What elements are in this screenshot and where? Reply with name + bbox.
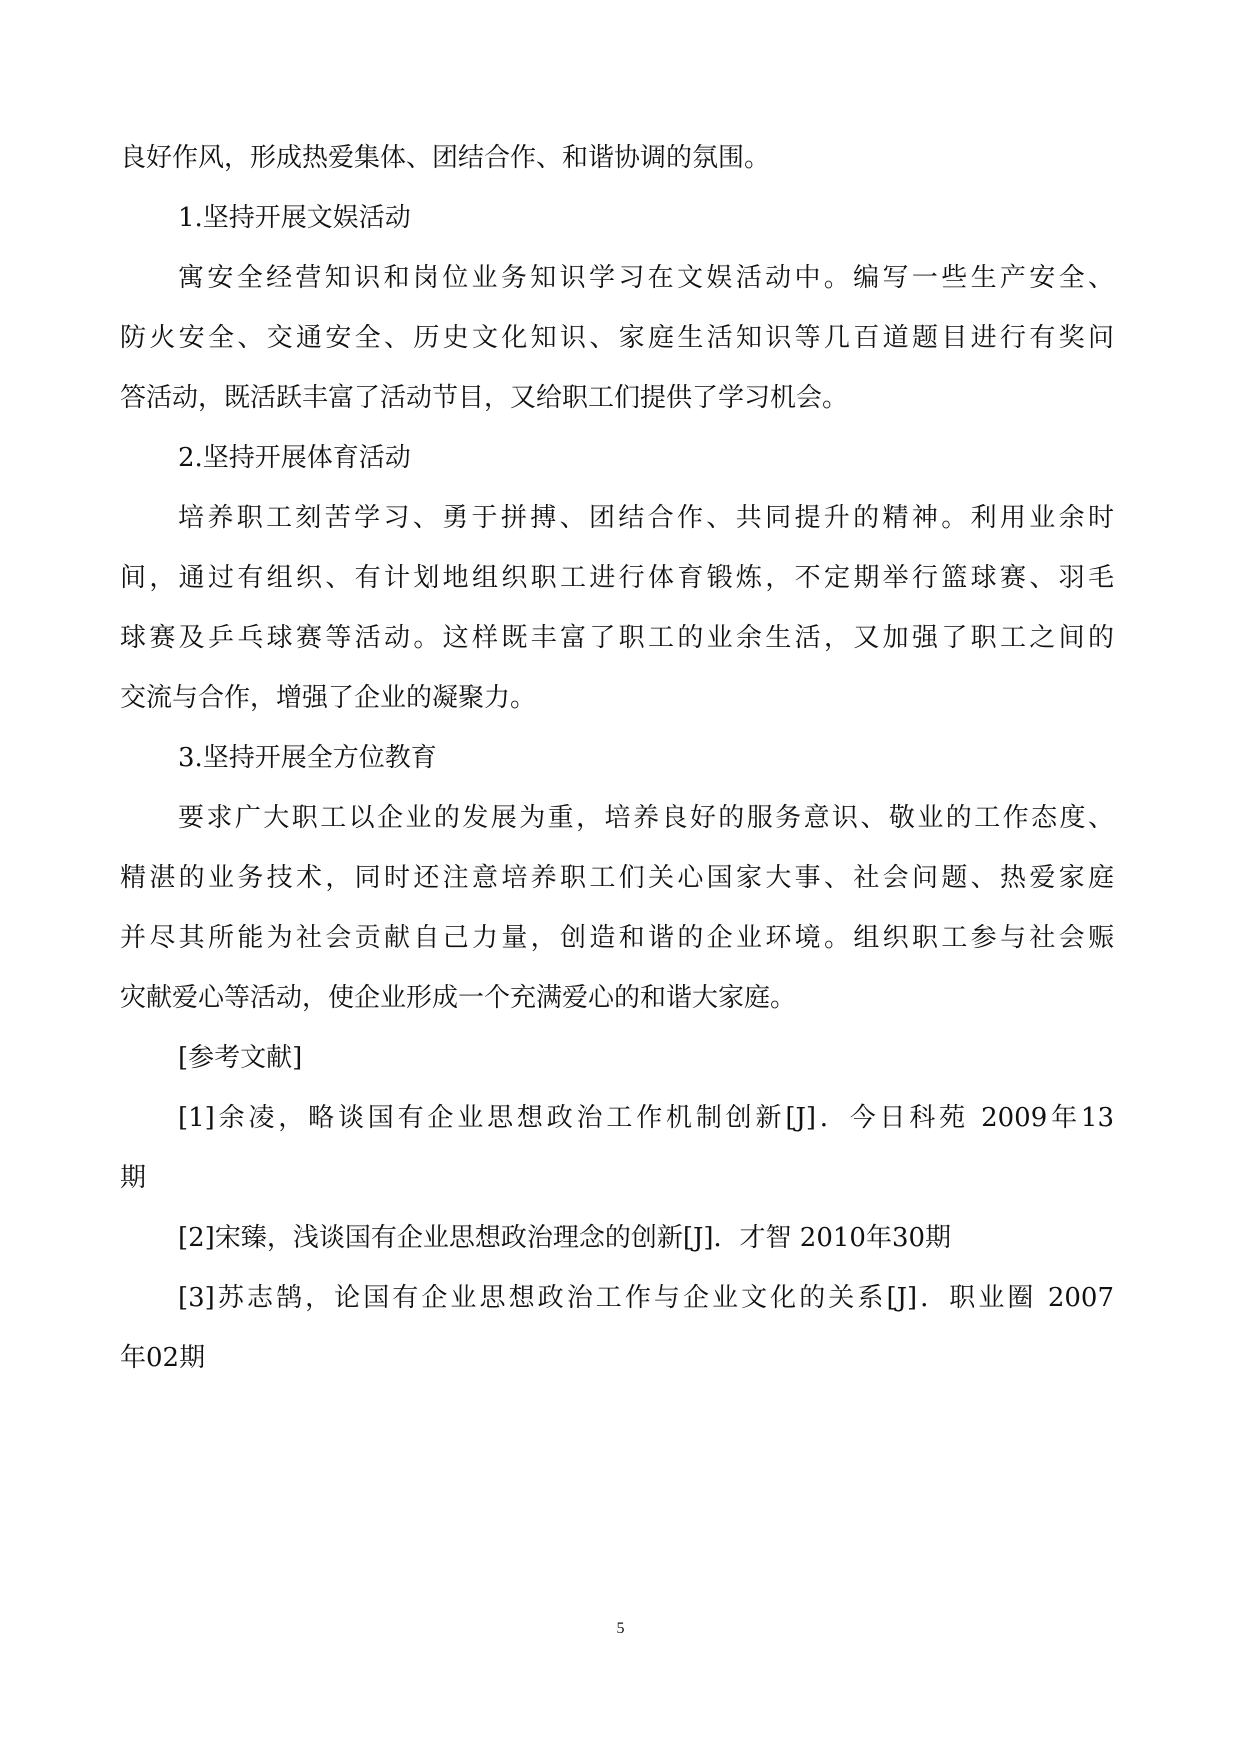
page-number: 5: [616, 1620, 625, 1637]
reference-3-line: [3]苏志鹄，论国有企业思想政治工作与企业文化的关系[J]．职业圈 2007: [178, 1283, 1114, 1313]
reference-3-line: 年02期: [120, 1343, 206, 1373]
paragraph-continuation: 良好作风，形成热爱集体、团结合作、和谐协调的氛围。: [120, 143, 771, 173]
paragraph-3-line: 要求广大职工以企业的发展为重，培养良好的服务意识、敬业的工作态度、: [178, 803, 1114, 833]
body-text: [120, 128, 1114, 1388]
section-heading-3: 3.坚持开展全方位教育: [178, 743, 437, 773]
paragraph-2-line: 球赛及乒乓球赛等活动。这样既丰富了职工的业余生活，又加强了职工之间的: [120, 623, 1114, 653]
paragraph-1-line: 寓安全经营知识和岗位业务知识学习在文娱活动中。编写一些生产安全、: [178, 263, 1114, 293]
paragraph-1-line: 答活动，既活跃丰富了活动节目，又给职工们提供了学习机会。: [120, 383, 849, 413]
paragraph-2-line: 培养职工刻苦学习、勇于拼搏、团结合作、共同提升的精神。利用业余时: [178, 503, 1114, 533]
paragraph-3-line: 并尽其所能为社会贡献自己力量，创造和谐的企业环境。组织职工参与社会赈: [120, 923, 1114, 953]
section-heading-1: 1.坚持开展文娱活动: [178, 203, 411, 233]
paragraph-1-line: 防火安全、交通安全、历史文化知识、家庭生活知识等几百道题目进行有奖问: [120, 323, 1114, 353]
reference-1-line: [1]余凌，略谈国有企业思想政治工作机制创新[J]．今日科苑 2009年13: [178, 1103, 1114, 1133]
paragraph-2-line: 间，通过有组织、有计划地组织职工进行体育锻炼，不定期举行篮球赛、羽毛: [120, 563, 1114, 593]
reference-2: [2]宋臻，浅谈国有企业思想政治理念的创新[J]．才智 2010年30期: [178, 1223, 952, 1253]
section-heading-2: 2.坚持开展体育活动: [178, 443, 411, 473]
paragraph-3-line: 灾献爱心等活动，使企业形成一个充满爱心的和谐大家庭。: [120, 983, 797, 1013]
references-heading: [参考文献]: [178, 1043, 303, 1073]
paragraph-3-line: 精湛的业务技术，同时还注意培养职工们关心国家大事、社会问题、热爱家庭: [120, 863, 1114, 893]
reference-1-line: 期: [120, 1163, 147, 1193]
paragraph-2-line: 交流与合作，增强了企业的凝聚力。: [120, 683, 537, 713]
